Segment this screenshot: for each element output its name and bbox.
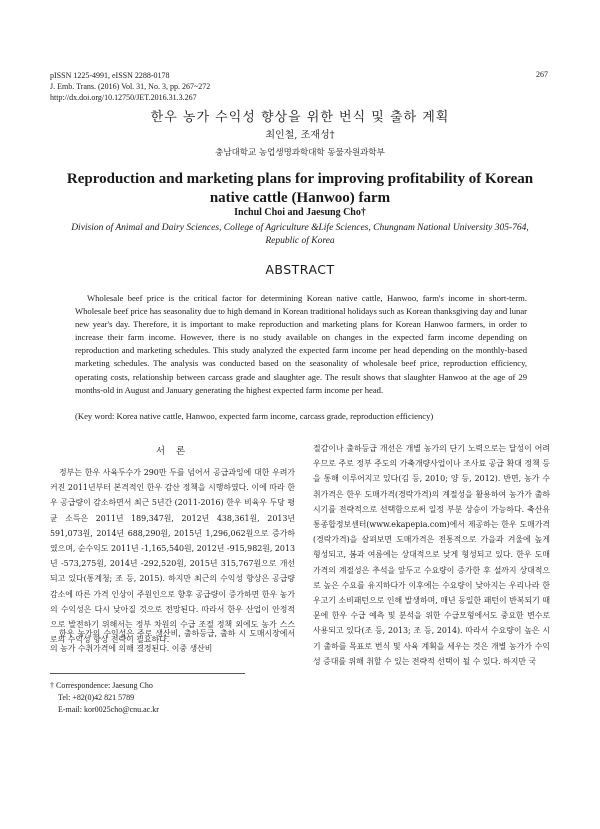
- intro-paragraph-2-text: 한우 농가의 수익성은 주로 생산비, 출하등급, 출하 시 도매시장에서의 농가 수취가격에 의해 결정된다. 이중 생산비: [50, 629, 295, 654]
- intro-right-column-text: 절감이나 출하등급 개선은 개별 농가의 단기 노력으로는 달성이 어려우므로 주로 정부 주도의 가축개량사업이나 조사료 공급 확대 정책 등을 통해 이루어지고 있다(김 등, 2010; 양 등, 2012). 반면, 농가 수취가격은 한우 도매가격(경락가격)의 계절성을 활용하여 농가가 출하 시기를 전략적으로 선택함으로써 일정 부분 상승이 가능하다. 축산유통종합정보센터(www.ekapepia.com)에서 제공하는 한우 도매가격(경락가격)을 살펴보면 도매가격은 전통적으로 가을과 겨울에 높게 형성되고, 봄과 여름에는 상대적으로 낮게 형성되고 있다. 한우 도매가격의 계절성은 추석을 앞두고 수요량이 증가한 후 설까지 상대적으로 높은 수요를 유지하다가 이후에는 수요량이 낮아지는 우리나라 한우고기 소비패턴으로 인해 발생하며, 매년 동일한 패턴이 반복되기 때문에 한우 수급 예측 및 분석을 위한 수급모형에서도 중요한 변수로 사용되고 있다(조 등, 2013; 조 등, 2014). 따라서 수요량이 높은 시기 출하를 목표로 번식 및 사육 계획을 세우는 것은 개별 농가가 수익성 증대를 위해 취할 수 있는 전략적 선택이 될 수 있다. 하지만 국: [313, 444, 550, 666]
- journal-header: [50, 70, 210, 103]
- english-affiliation: Division of Animal and Dairy Sciences, College of Agriculture &Life Sciences, Chungnam National University 305-764, Republic of Korea: [71, 223, 529, 246]
- correspondence-tel: Tel: +82(0)42 821 5789: [58, 693, 135, 702]
- footnote-divider: [50, 673, 245, 674]
- intro-paragraph-2: [50, 626, 295, 656]
- intro-right-column: [313, 441, 550, 669]
- intro-paragraph-1: [50, 465, 295, 647]
- correspondence-name: † Correspondence: Jaesung Cho: [50, 681, 153, 690]
- correspondence-footnote: [50, 680, 159, 716]
- english-title: Reproduction and marketing plans for improving profitability of Korean native cattle (Hanwoo) farm: [66, 171, 534, 206]
- doi-link[interactable]: http://dx.doi.org/10.12750/JET.2016.31.3.267: [50, 93, 197, 102]
- page-number: 267: [536, 70, 548, 79]
- korean-authors: 최인철, 조재성†: [265, 130, 335, 141]
- issn-line: pISSN 1225-4991, eISSN 2288-0178: [50, 71, 170, 80]
- korean-affiliation: 충남대학교 농업생명과학대학 동물자원과학부: [215, 148, 385, 158]
- intro-heading: 서 론: [155, 446, 190, 457]
- citation-line: J. Emb. Trans. (2016) Vol. 31, No. 3, pp. 267~272: [50, 82, 211, 91]
- abstract-text: Wholesale beef price is the critical factor for determining Korean native cattle, Hanwoo, farm's income in short-term. Wholesale beef price has seasonality due to high demand in Korean traditional holidays such as Korean thanksgiving day and lunar new year's day. Therefore, it is important to make reproduction and marketing plans for Korean Hanwoo farmers, in order to increase their farm income. However, there is no study available on changes in the expected farm income depending on reproduction and marketing schedules. This study analyzed the expected farm income per head depending on the monthly-based marketing schedules. The analysis was conducted based on the seasonality of wholesale beef price, reproduction efficiency, operating costs, relationship between carcass grade and slaughter age. The result shows that slaughter Hanwoo at the age of 29 months-old in August and January generating the highest expected farm income per head.: [75, 293, 527, 395]
- keywords: (Key word: Korea native cattle, Hanwoo, expected farm income, carcass grade, reproduction efficiency): [75, 411, 434, 421]
- correspondence-email[interactable]: E-mail: kor0025cho@cnu.ac.kr: [58, 705, 159, 714]
- korean-title: 한우 농가 수익성 향상을 위한 번식 및 출하 계획: [150, 110, 450, 125]
- abstract-heading: ABSTRACT: [265, 262, 335, 277]
- intro-paragraph-1-text: 정부는 한우 사육두수가 290만 두를 넘어서 공급과잉에 대한 우려가 커진 2011년부터 본격적인 한우 감산 정책을 시행하였다. 이에 따라 한우 공급량이 감소하면서 최근 5년간 (2011-2016) 한우 비육우 두당 평균 소득은 2011년 189,347원, 2012년 438,361원, 2013년 591,073원, 2014년 688,290원, 2015년 1,296,062원으로 증가하였으며, 순수익도 2011년 -1,165,540원, 2012년 -915,982원, 2013년 -573,275원, 2014년 -292,520원, 2015년 315,767원으로 개선되고 있다(통계청; 조 등, 2015). 하지만 최근의 수익성 향상은 공급량 감소에 따른 가격 인상이 주원인으로 향후 공급량이 증가하면 한우 농가의 수익성은 다시 낮아질 것으로 전망된다. 따라서 한우 산업이 안정적으로 발전하기 위해서는 정부 차원의 수급 조절 정책 외에도 농가 스스로의 수익성 향상 전략이 필요하다.: [50, 468, 295, 645]
- english-authors: Inchul Choi and Jaesung Cho†: [234, 207, 366, 218]
